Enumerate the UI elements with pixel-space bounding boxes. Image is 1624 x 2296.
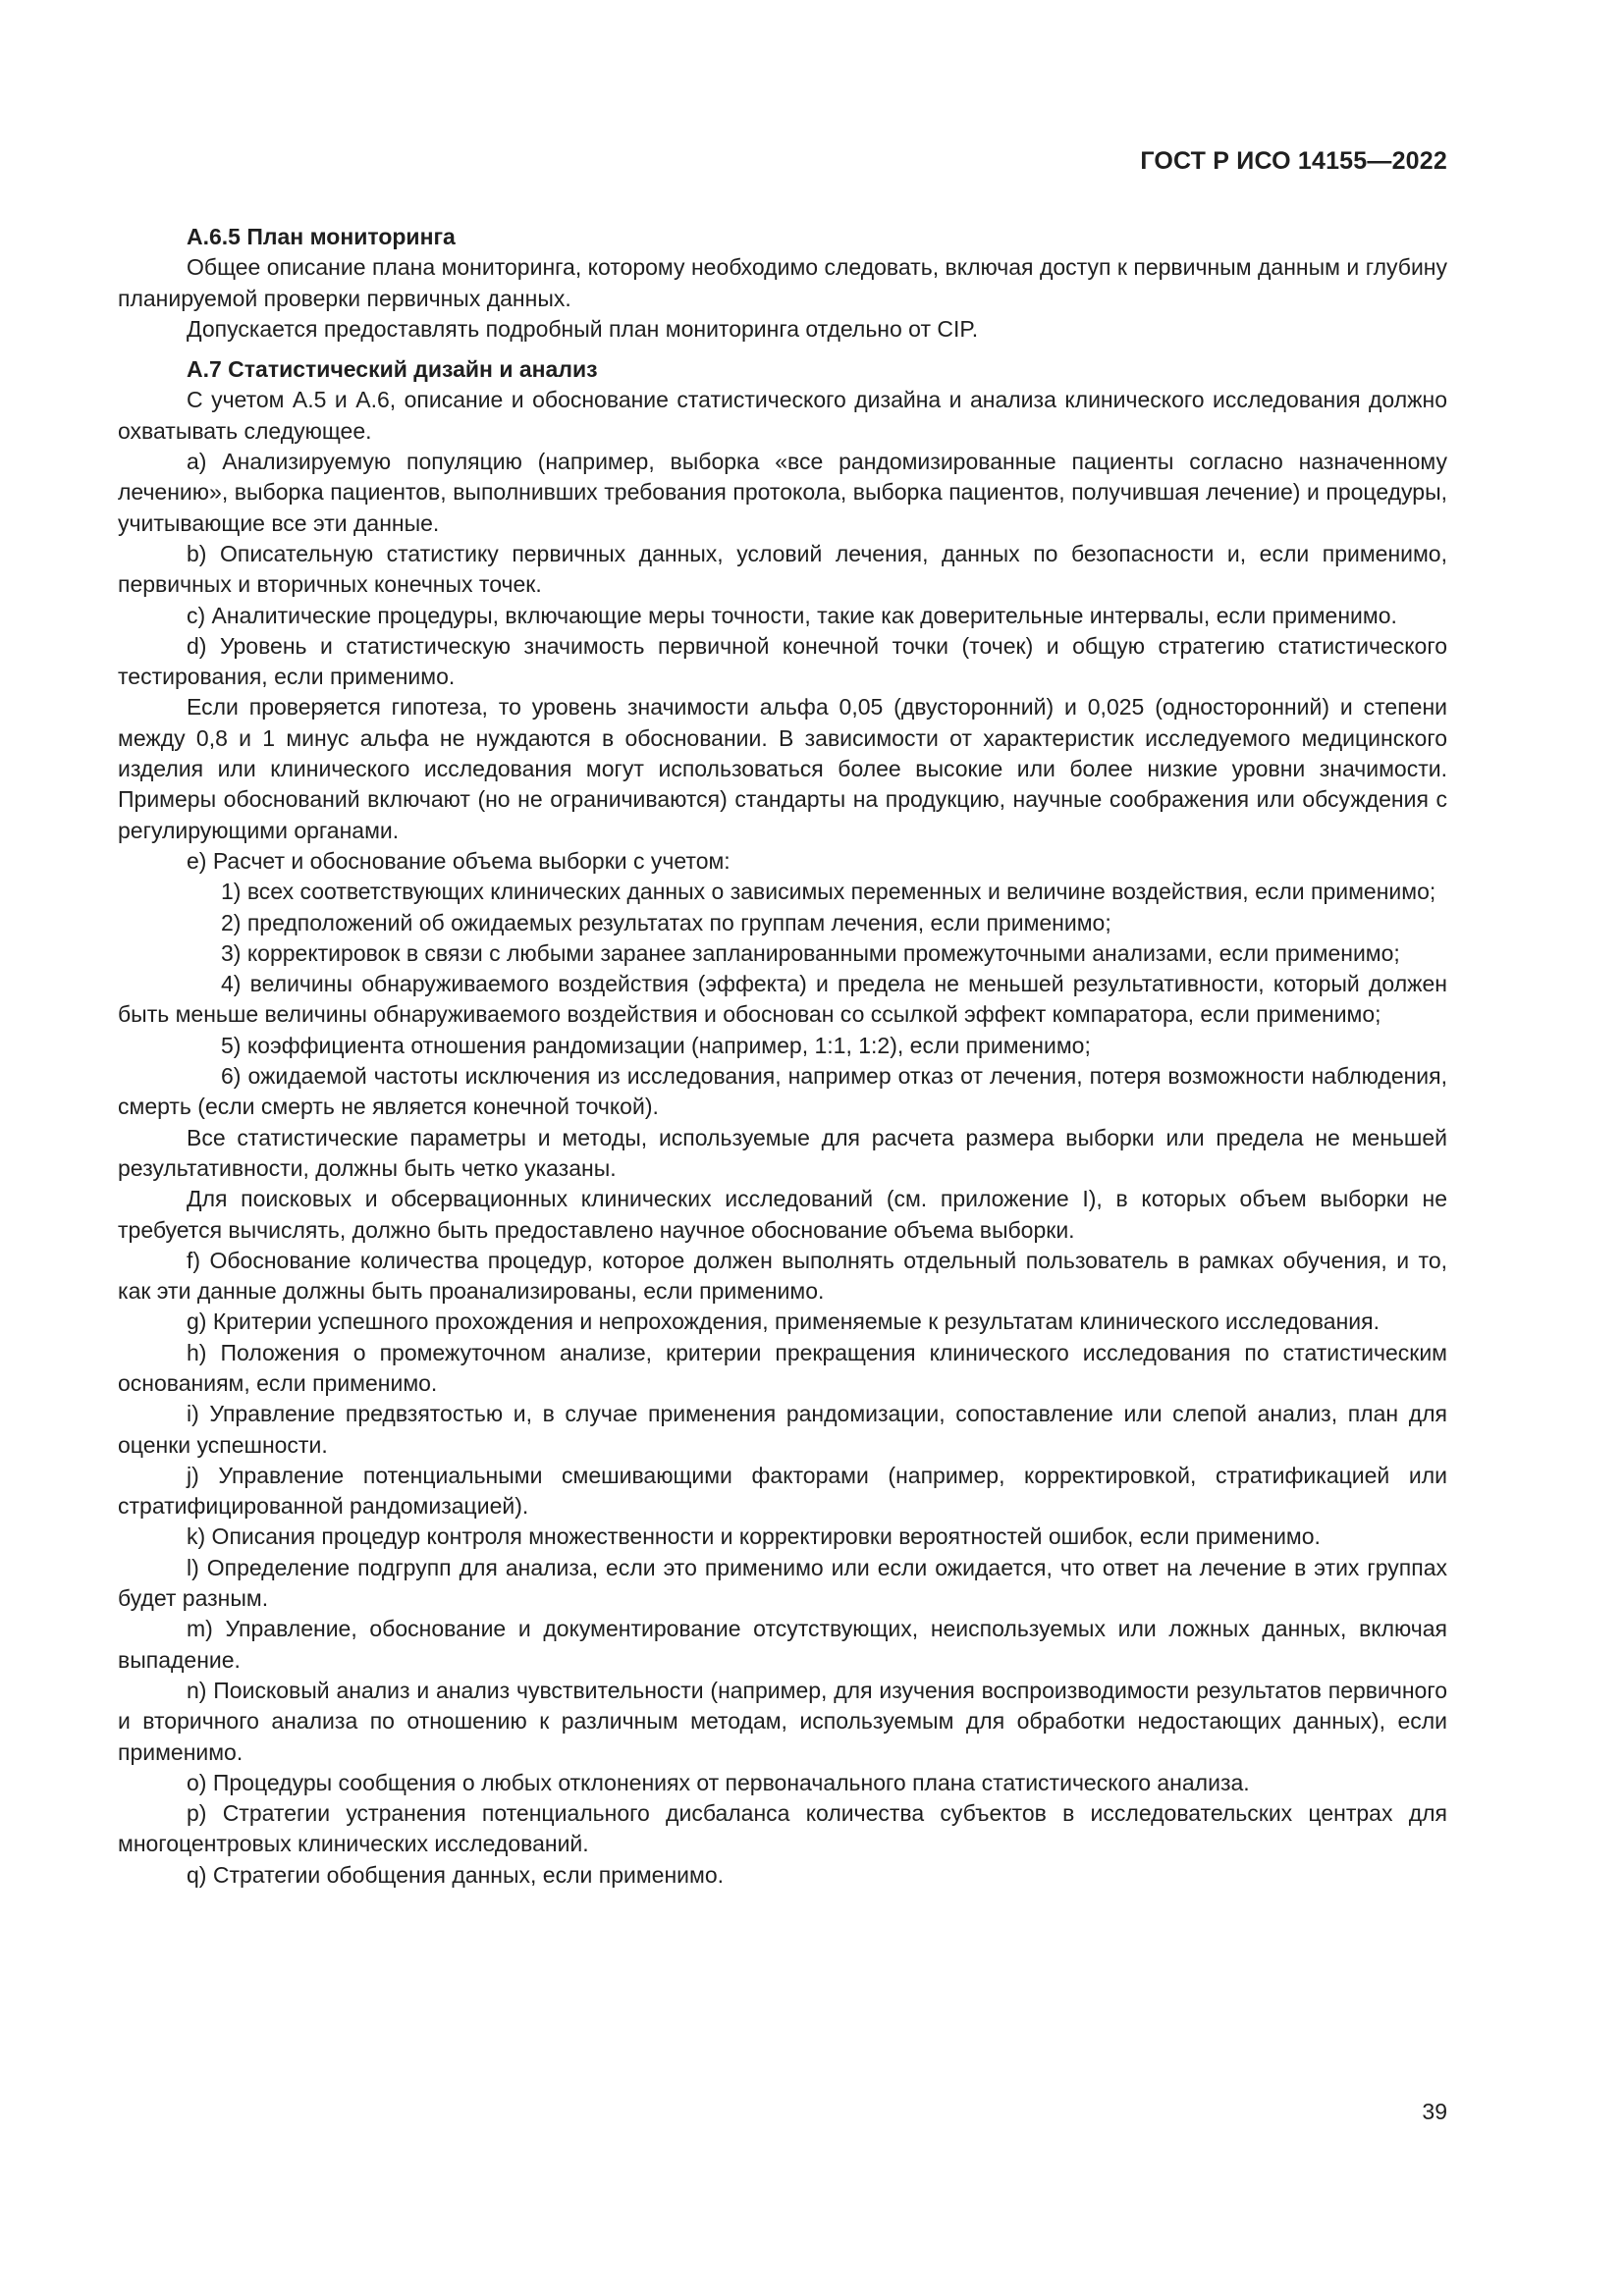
section-a7-title: А.7 Статистический дизайн и анализ xyxy=(187,356,598,383)
document-header: ГОСТ Р ИСО 14155—2022 xyxy=(1140,147,1447,175)
list-item-e: e) Расчет и обоснование объема выборки с учетом: xyxy=(187,847,731,874)
sub-item-e3: 3) корректировок в связи с любыми заранее запланированными промежуточными анализами, если применимо; xyxy=(221,939,1400,966)
sub-item-e6: 6) ожидаемой частоты исключения из исследования, например отказ от лечения, потеря возможности наблюдения, смерть (если смерть не является конечной точкой). xyxy=(118,1063,1447,1120)
sub-item-e4: 4) величины обнаруживаемого воздействия (эффекта) и предела не меньшей результативности, который должен быть меньше величины обнаруживаемого воздействия и обоснован со ссылкой эффект компаратора, если применимо; xyxy=(118,971,1447,1028)
list-item-c: c) Аналитические процедуры, включающие меры точности, такие как доверительные интервалы, если применимо. xyxy=(187,602,1397,628)
list-item-g: g) Критерии успешного прохождения и непрохождения, применяемые к результатам клинического исследования. xyxy=(187,1308,1380,1335)
list-item-n: n) Поисковый анализ и анализ чувствительности (например, для изучения воспроизводимости результатов первичного и вторичного анализа по отношению к различным методам, используемым для обработки недостающих данных), если применимо. xyxy=(118,1677,1447,1765)
paragraph: Для поисковых и обсервационных клинических исследований (см. приложение I), в которых объем выборки не требуется вычислять, должно быть предоставлено научное обоснование объема выборки. xyxy=(118,1186,1447,1243)
paragraph: Общее описание плана мониторинга, которому необходимо следовать, включая доступ к первичным данным и глубину планируемой проверки первичных данных. xyxy=(118,254,1447,311)
paragraph: Если проверяется гипотеза, то уровень значимости альфа 0,05 (двусторонний) и 0,025 (односторонний) и степени между 0,8 и 1 минус альфа не нуждаются в обосновании. В зависимости от характеристик исследуемого медицинского изделия или клинического исследования могут использоваться более высокие или более низкие уровни значимости. Примеры обоснований включают (но не ограничиваются) стандарты на продукцию, научные соображения или обсуждения с регулирующими органами. xyxy=(118,694,1447,843)
paragraph: Допускается предоставлять подробный план мониторинга отдельно от CIP. xyxy=(187,315,979,342)
list-item-m: m) Управление, обоснование и документирование отсутствующих, неиспользуемых или ложных данных, включая выпадение. xyxy=(118,1616,1447,1673)
sub-item-e5: 5) коэффициента отношения рандомизации (например, 1:1, 1:2), если применимо; xyxy=(221,1032,1091,1058)
document-body xyxy=(118,222,1447,1891)
paragraph: Все статистические параметры и методы, используемые для расчета размера выборки или предела не меньшей результативности, должны быть четко указаны. xyxy=(118,1124,1447,1181)
list-item-a: a) Анализируемую популяцию (например, выборка «все рандомизированные пациенты согласно назначенному лечению», выборка пациентов, выполнивших требования протокола, выборка пациентов, получившая лечение) и процедуры, учитывающие все эти данные. xyxy=(118,449,1447,536)
list-item-q: q) Стратегии обобщения данных, если применимо. xyxy=(187,1861,725,1888)
list-item-k: k) Описания процедур контроля множественности и корректировки вероятностей ошибок, если применимо. xyxy=(187,1523,1321,1550)
list-item-f: f) Обоснование количества процедур, которое должен выполнять отдельный пользователь в рамках обучения, и то, как эти данные должны быть проанализированы, если применимо. xyxy=(118,1247,1447,1305)
sub-item-e2: 2) предположений об ожидаемых результатах по группам лечения, если применимо; xyxy=(221,909,1111,935)
list-item-d: d) Уровень и статистическую значимость первичной конечной точки (точек) и общую стратегию статистического тестирования, если применимо. xyxy=(118,632,1447,690)
sub-item-e1: 1) всех соответствующих клинических данных о зависимых переменных и величине воздействия, если применимо; xyxy=(221,879,1436,905)
paragraph: С учетом А.5 и А.6, описание и обоснование статистического дизайна и анализа клинического исследования должно охватывать следующее. xyxy=(118,387,1447,444)
list-item-b: b) Описательную статистику первичных данных, условий лечения, данных по безопасности и, если применимо, первичных и вторичных конечных точек. xyxy=(118,540,1447,598)
list-item-h: h) Положения о промежуточном анализе, критерии прекращения клинического исследования по статистическим основаниям, если применимо. xyxy=(118,1339,1447,1396)
list-item-o: o) Процедуры сообщения о любых отклонениях от первоначального плана статистического анализа. xyxy=(187,1769,1250,1795)
list-item-l: l) Определение подгрупп для анализа, если это применимо или если ожидается, что ответ на лечение в этих группах будет разным. xyxy=(118,1554,1447,1612)
list-item-p: p) Стратегии устранения потенциального дисбаланса количества субъектов в исследовательских центрах для многоцентровых клинических исследований. xyxy=(118,1800,1447,1857)
list-item-i: i) Управление предвзятостью и, в случае применения рандомизации, сопоставление или слепой анализ, план для оценки успешности. xyxy=(118,1401,1447,1458)
page-number: 39 xyxy=(1422,2099,1447,2124)
list-item-j: j) Управление потенциальными смешивающими факторами (например, корректировкой, стратификацией или стратифицированной рандомизацией). xyxy=(118,1462,1447,1520)
section-a65-title: А.6.5 План мониторинга xyxy=(187,224,456,249)
